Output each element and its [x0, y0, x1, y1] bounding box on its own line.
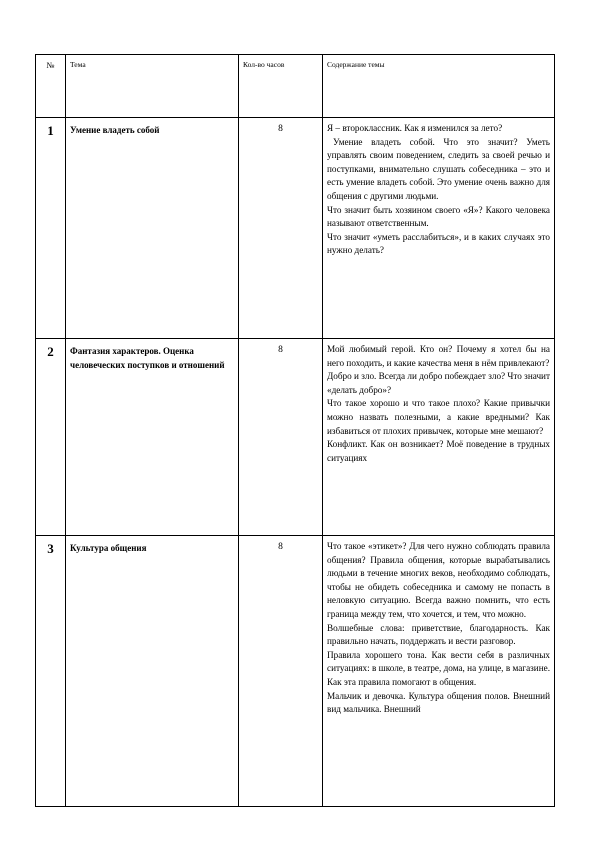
content-paragraph: Я – второклассник. Как я изменился за лето? [327, 123, 503, 133]
table-header-row [36, 55, 555, 118]
row-number: 1 [36, 118, 66, 339]
header-number: № [36, 55, 66, 118]
table-row [36, 118, 555, 339]
row-topic: Культура общения [66, 536, 239, 807]
table-row [36, 339, 555, 536]
row-content [323, 536, 555, 807]
content-paragraph: Волшебные слова: приветствие, благодарность. Как правильно начать, поддержать и вести разговор. [327, 622, 550, 647]
table-row [36, 536, 555, 807]
curriculum-table [35, 54, 555, 807]
row-hours: 8 [239, 339, 323, 536]
row-number: 2 [36, 339, 66, 536]
content-paragraph: Что такое «этикет»? Для чего нужно соблюдать правила общения? Правила общения, которые вырабатывались людьми в течение многих веков, необходимо соблюдать, чтобы не обидеть собеседника и самому не попасть в неловкую ситуацию. Всегда важно помнить, что есть граница между тем, что хочется, и тем, что можно. [327, 541, 550, 619]
row-topic: Умение владеть собой [66, 118, 239, 339]
row-topic: Фантазия характеров. Оценка человеческих поступков и отношений [66, 339, 239, 536]
content-paragraph: Мой любимый герой. Кто он? Почему я хотел бы на него походить, и какие качества меня в нём привлекают? [327, 344, 550, 368]
content-paragraph: Умение владеть собой. Что это значит? Уметь управлять своим поведением, следить за своей речью и поступками, внимательно слушать собеседника – это и есть умение владеть собой. Это умение очень важно для общения с другими людьми. [327, 136, 550, 201]
row-hours: 8 [239, 536, 323, 807]
header-topic: Тема [66, 55, 239, 118]
content-paragraph: Что такое хорошо и что такое плохо? Какие привычки можно назвать полезными, а какие вредными? Как избавиться от плохих привычек, которые мне мешают? [327, 398, 550, 436]
row-hours: 8 [239, 118, 323, 339]
content-paragraph: Правила хорошего тона. Как вести себя в различных ситуациях: в школе, в театре, дома, на улице, в магазине. Как эта правила помогают в общения. [327, 649, 550, 687]
content-paragraph: Что значит быть хозяином своего «Я»? Какого человека называют ответственным. [327, 204, 550, 229]
row-number: 3 [36, 536, 66, 807]
header-content: Содержание темы [323, 55, 555, 118]
content-paragraph: Что значит «уметь расслабиться», и в каких случаях это нужно делать? [327, 231, 550, 256]
content-paragraph: Мальчик и девочка. Культура общения полов. Внешний вид мальчика. Внешний [327, 690, 550, 715]
header-hours: Кол-во часов [239, 55, 323, 118]
content-paragraph: Добро и зло. Всегда ли добро побеждает зло? Что значит «делать добро»? [327, 371, 550, 395]
content-paragraph: Конфликт. Как он возникает? Моё поведение в трудных ситуациях [327, 439, 550, 463]
row-content [323, 118, 555, 339]
row-content [323, 339, 555, 536]
